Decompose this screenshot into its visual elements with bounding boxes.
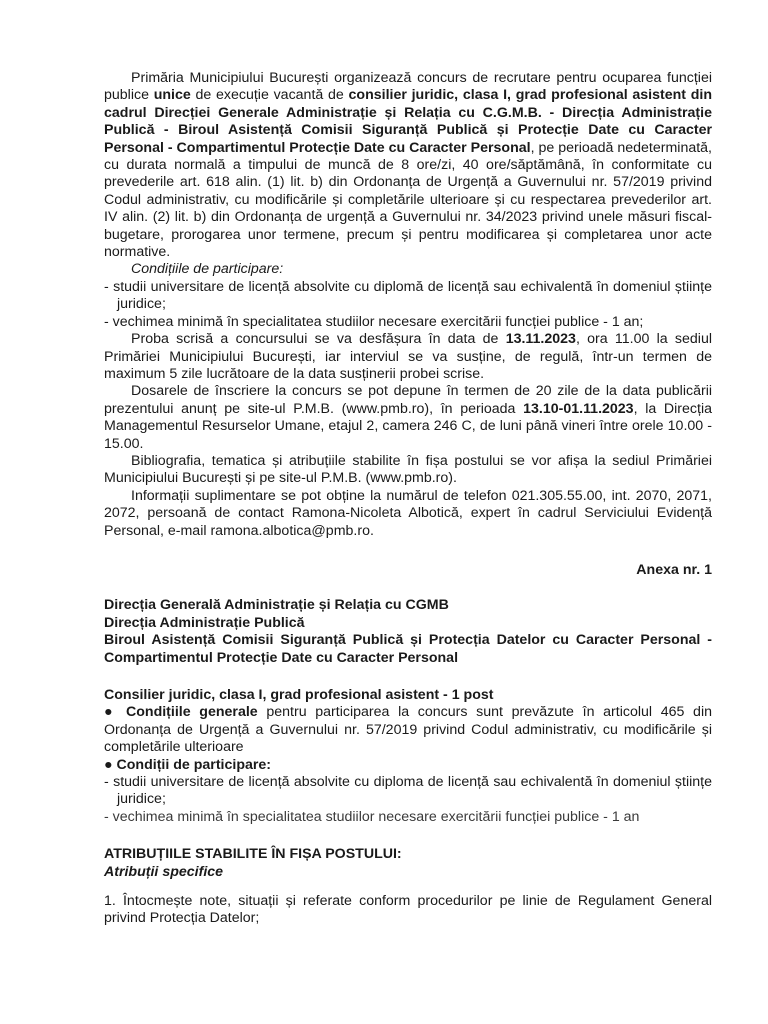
- exam-date: 13.11.2023: [505, 331, 576, 348]
- intro-text: de execuție vacantă de: [190, 87, 349, 104]
- attributions-title: ATRIBUȚIILE STABILITE ÎN FIȘA POSTULUI:: [104, 846, 402, 863]
- general-conditions-text: pentru participarea la concurs sunt prevăzute în articolul 465 din Ordonanța de Urgență a Guvernului nr. 57/2019 privind Codul administrativ, cu modificările și completările ulterioare: [104, 704, 712, 756]
- conditions-title: Condițiile de participare:: [131, 261, 284, 278]
- participation-item: - vechimea minimă în specialitatea studiilor necesare exercitării funcției publice - 1 an: [104, 808, 640, 825]
- participation-title-text: ● Condiții de participare:: [104, 756, 272, 773]
- department-line: Direcția Administrație Publică: [104, 614, 305, 631]
- application-paragraph: [104, 383, 712, 453]
- exam-paragraph: [104, 331, 712, 383]
- annex-label: Anexa nr. 1: [636, 561, 712, 578]
- bibliography-paragraph: Bibliografia, tematica și atribuțiile stabilite în fișa postului se vor afișa la sediul Primăriei Municipiului București și pe site-ul P.M.B. (www.pmb.ro).: [104, 452, 712, 487]
- department-line: Direcția Generală Administrație și Relația cu CGMB: [104, 597, 449, 614]
- attributions-subtitle: Atribuții specifice: [104, 863, 224, 880]
- intro-paragraph: [104, 70, 712, 261]
- application-period: 13.10-01.11.2023: [523, 400, 634, 417]
- condition-item: - studii universitare de licență absolvite cu diplomă de licență sau echivalentă în domeniul științe juridice;: [104, 278, 712, 313]
- department-line: Biroul Asistență Comisii Siguranță Publică și Protecția Datelor cu Caracter Personal - Compartimentul Protecție Date cu Caracter Personal: [104, 632, 712, 666]
- intro-text: , pe perioadă nedeterminată, cu durata normală a timpului de muncă de 8 ore/zi, 40 ore/săptămână, în conformitate cu prevederile art. 618 alin. (1) lit. b) din Ordonanța de Urgență a Guvernului nr. 57/2019 privind Codul administrativ, cu modificările și completările ulterioare și cu respectarea prevederilor art. IV alin. (2) lit. b) din Ordonanța de urgență a Guvernului nr. 34/2023 privind unele măsuri fiscal-bugetare, prorogarea unor termene, precum și pentru modificarea și completarea unor acte normative.: [104, 139, 712, 261]
- contact-paragraph: Informații suplimentare se pot obține la numărul de telefon 021.305.55.00, int. 2070, 2071, 2072, persoană de contact Ramona-Nicoleta Albotică, expert în cadrul Serviciului Evidență Personal, e-mail ramona.albotica@pmb.ro.: [104, 487, 712, 539]
- attribution-item: 1. Întocmește note, situații și referate conform procedurilor pe linie de Regulament General privind Protecția Datelor;: [104, 893, 712, 927]
- application-text: , la Direcția Managementul Resurselor Umane, etajul 2, camera 246 C, de luni până vineri între orele 10.00 - 15.00.: [104, 400, 712, 452]
- participation-title: [104, 757, 712, 774]
- post-title: Consilier juridic, clasa I, grad profesional asistent - 1 post: [104, 687, 494, 703]
- intro-bold-unice: unice: [153, 87, 191, 104]
- exam-text: , ora 11.00 la sediul Primăriei Municipiului București, iar interviul se va susține, de regulă, într-un termen de maximum 5 zile lucrătoare de la data susținerii probei scrise.: [104, 331, 712, 382]
- condition-item: - vechimea minimă în specialitatea studiilor necesare exercitării funcției publice - 1 an;: [104, 313, 644, 330]
- intro-text: Primăria Municipiului București organizează concurs de recrutare pentru ocuparea funcției publice: [104, 70, 712, 104]
- general-conditions-title: Condițiile generale: [126, 704, 258, 721]
- general-conditions: [104, 704, 712, 756]
- intro-position-title: consilier juridic, clasa I, grad profesional asistent din cadrul Direcției Generale Administrație și Relația cu C.G.M.B. - Direcția Administrație Publică - Biroul Asistență Comisii Siguranță Publică și Protecție Date cu Caracter Personal - Compartimentul Protecție Date cu Caracter Personal: [104, 87, 713, 156]
- bullet-icon: ●: [104, 704, 126, 721]
- application-text: Dosarele de înscriere la concurs se pot depune în termen de 20 zile de la data publicării prezentului anunț pe site-ul P.M.B. (www.pmb.ro), în perioada: [104, 383, 712, 417]
- exam-text: Proba scrisă a concursului se va desfășura în data de: [131, 331, 506, 348]
- department-block: [104, 597, 712, 667]
- participation-item: - studii universitare de licență absolvite cu diploma de licență sau echivalentă în domeniul științe juridice;: [104, 774, 712, 808]
